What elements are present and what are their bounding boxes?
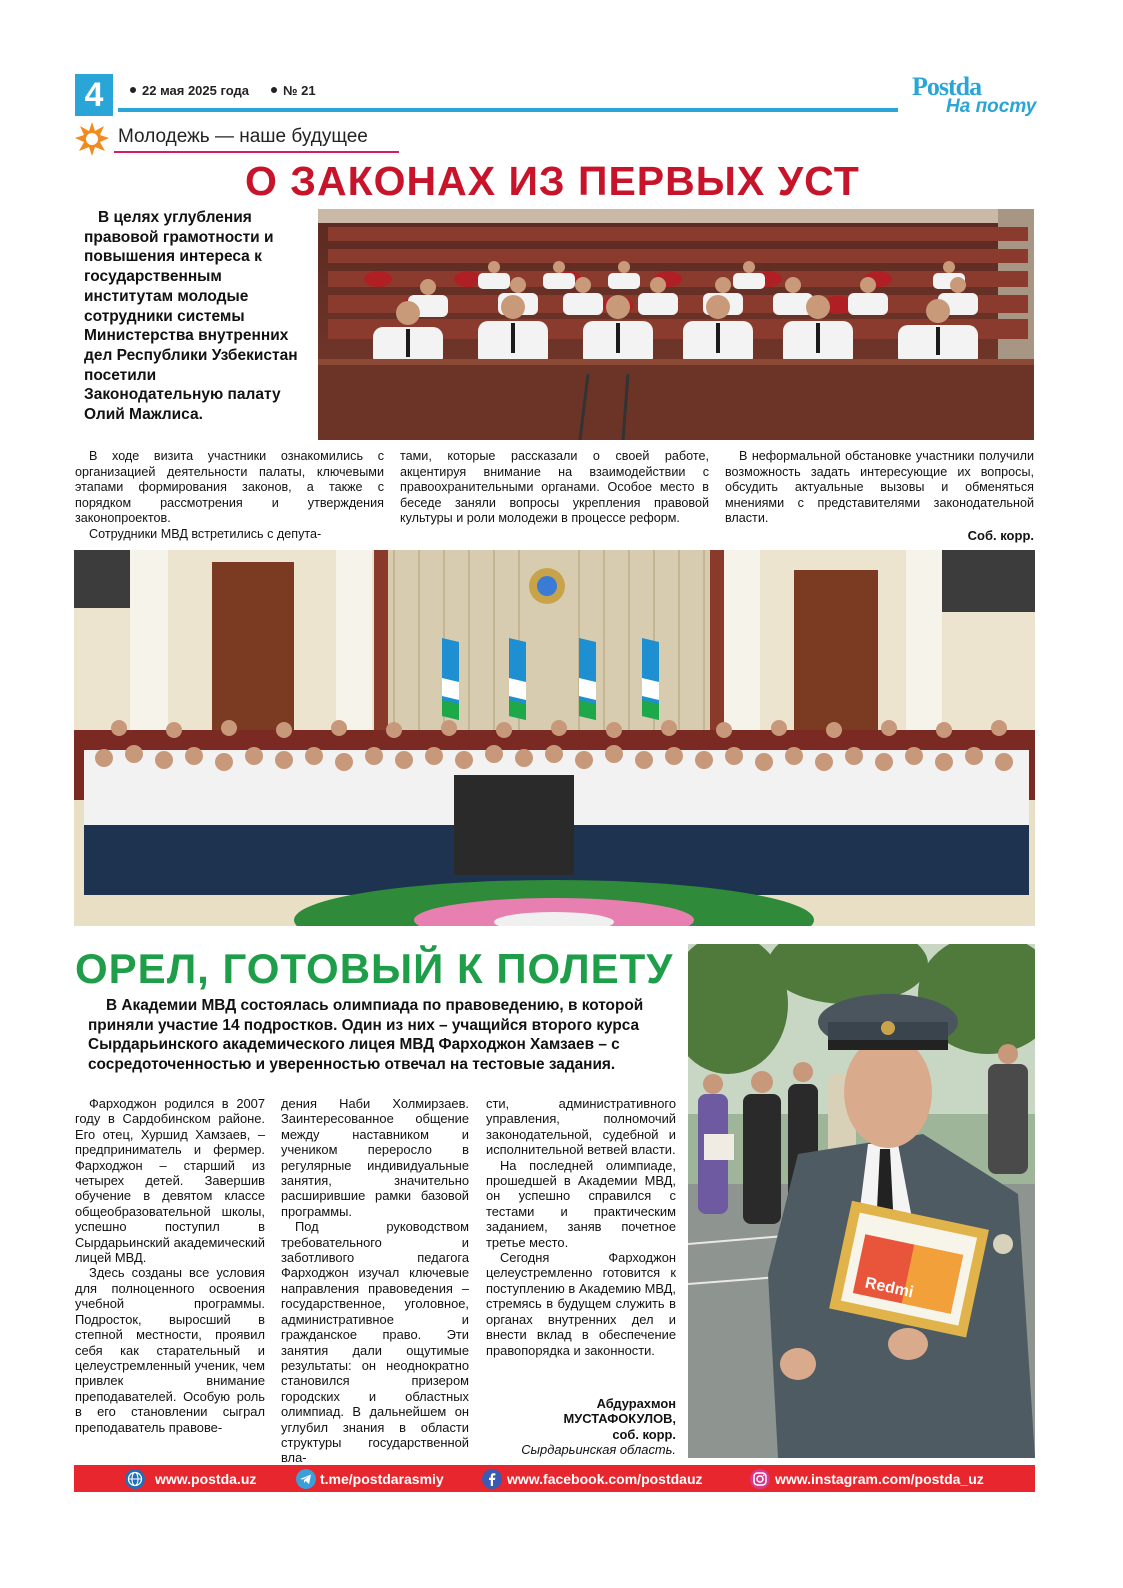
paragraph: Сотрудники МВД встретились с депута- — [89, 526, 322, 541]
article2-signature — [486, 1396, 676, 1458]
rubric-title: Молодежь — наше будущее — [118, 126, 368, 147]
paragraph: тами, которые рассказали о своей работе, акцентируя внимание на взаимодействии с правоохранительными органами. Особое место в беседе заняли вопросы укрепления правовой культуры и роли молодежи в процессе реформ. — [400, 449, 709, 525]
paragraph: Сегодня Фарходжон целеустремленно готовится к поступлению в Академию МВД, стремясь в будущем служить в органах внутренних дел и внести вклад в обеспечение правопорядка и законности. — [486, 1250, 676, 1358]
author-name: Абдурахмон — [596, 1396, 676, 1411]
telegram-icon — [296, 1469, 316, 1489]
article1-column-1 — [75, 449, 384, 542]
photo-parliament-seats — [318, 209, 1034, 440]
article2-column-1 — [75, 1096, 265, 1435]
article1-column-2 — [400, 449, 709, 527]
article2-column-3 — [486, 1096, 676, 1358]
author-role: соб. корр. — [612, 1426, 676, 1442]
header-rule — [118, 108, 898, 112]
logo-postda: Postda — [912, 72, 982, 101]
facebook-icon — [482, 1469, 502, 1489]
footer-link-site[interactable]: www.postda.uz — [155, 1471, 257, 1487]
article1-column-3 — [725, 449, 1034, 527]
footer-link-facebook[interactable]: www.facebook.com/postdauz — [507, 1471, 703, 1487]
rubric-underline — [114, 151, 399, 153]
paragraph: Под руководством требовательного и заботливого педагога Фарходжон изучал ключевые направления правоведения – государственное, уголовное, административное и гражданское право. Эти занятия дали ощутимые результаты: он неоднократно становился призером городских и областных олимпиад. В дальнейшем он углубил знания в области структуры государственной вла- — [281, 1219, 469, 1466]
page-number: 4 — [75, 74, 113, 116]
paragraph: Фарходжон родился в 2007 году в Сардобинском районе. Его отец, Хуршид Хамзаев, – предприниматель и фермер. Фарходжон – старший из четырех детей. Завершив обучение в девятом классе общеобразовательной школы, успешно поступил в Сырдарьинский академический лицей МВД. — [75, 1096, 265, 1266]
photo-group-parliament — [74, 550, 1035, 926]
paragraph: В Академии МВД состоялась олимпиада по правоведению, в которой приняли участие 14 подростков. Один из них – учащийся второго курса Сырдарьинского академического лицея МВД Фарходжон Хамзаев – с сосредоточенностью и уверенностью отвечал на тестовые задания. — [88, 997, 644, 1074]
article2-column-2 — [281, 1096, 469, 1466]
logo-na-postu: На посту — [946, 96, 1037, 117]
paragraph: Здесь созданы все условия для полноценного освоения учебной программы. Подросток, выросший в степной местности, проявил себя как старательный и целеустремленный ученик, чем привлек внимание преподавателей. Особую роль в его становлении сыграл преподаватель правове- — [75, 1265, 265, 1435]
bullet-icon — [130, 87, 136, 93]
article1-signature: Соб. корр. — [967, 528, 1034, 543]
issue-date: 22 мая 2025 года — [142, 83, 249, 98]
article2-lead — [88, 996, 678, 1075]
paragraph: В неформальной обстановке участники получили возможность задать интересующие их вопросы, обсудить актуальные вызовы и обменяться мнениями с представителями законодательной власти. — [725, 449, 1034, 525]
article1-lead: В целях углубления правовой грамотности и повышения интереса к государственным институтам молодые сотрудники системы Министерства внутренних дел Республики Узбекистан посетили Законодательную палату Олий Мажлиса. — [84, 209, 298, 424]
globe-icon — [125, 1469, 145, 1489]
footer-link-instagram[interactable]: www.instagram.com/postda_uz — [775, 1471, 984, 1487]
issue-meta — [130, 83, 316, 98]
photo-cadet-portrait — [688, 944, 1035, 1458]
article1-headline: О ЗАКОНАХ ИЗ ПЕРВЫХ УСТ — [245, 158, 860, 204]
author-surname: МУСТАФОКУЛОВ, — [563, 1411, 676, 1427]
bullet-icon — [271, 87, 277, 93]
box-brand-label: Redmi — [863, 1274, 915, 1302]
paragraph: На последней олимпиаде, прошедшей в Академии МВД, он успешно справился с тестами и практическим заданием, заняв почетное третье место. — [486, 1157, 676, 1250]
author-region: Сырдарьинская область. — [521, 1442, 676, 1458]
issue-number: № 21 — [282, 83, 316, 98]
instagram-icon — [750, 1469, 770, 1489]
article2-headline: ОРЕЛ, ГОТОВЫЙ К ПОЛЕТУ — [75, 945, 674, 992]
paragraph: В ходе визита участники ознакомились с организацией деятельности палаты, ключевыми этапами формирования законов, а также с порядком рассмотрения и утверждения законопроектов. — [75, 449, 384, 525]
rubric-star-icon — [74, 121, 110, 157]
paragraph: дения Наби Холмирзаев. Заинтересованное общение между наставником и учеником переросло в регулярные индивидуальные занятия, значительно расширившие рамки базовой программы. — [281, 1096, 469, 1219]
paragraph: сти, административного управления, полномочий законодательной, судебной и исполнительной ветвей власти. — [486, 1096, 676, 1158]
footer-link-telegram[interactable]: t.me/postdarasmiy — [320, 1471, 444, 1487]
